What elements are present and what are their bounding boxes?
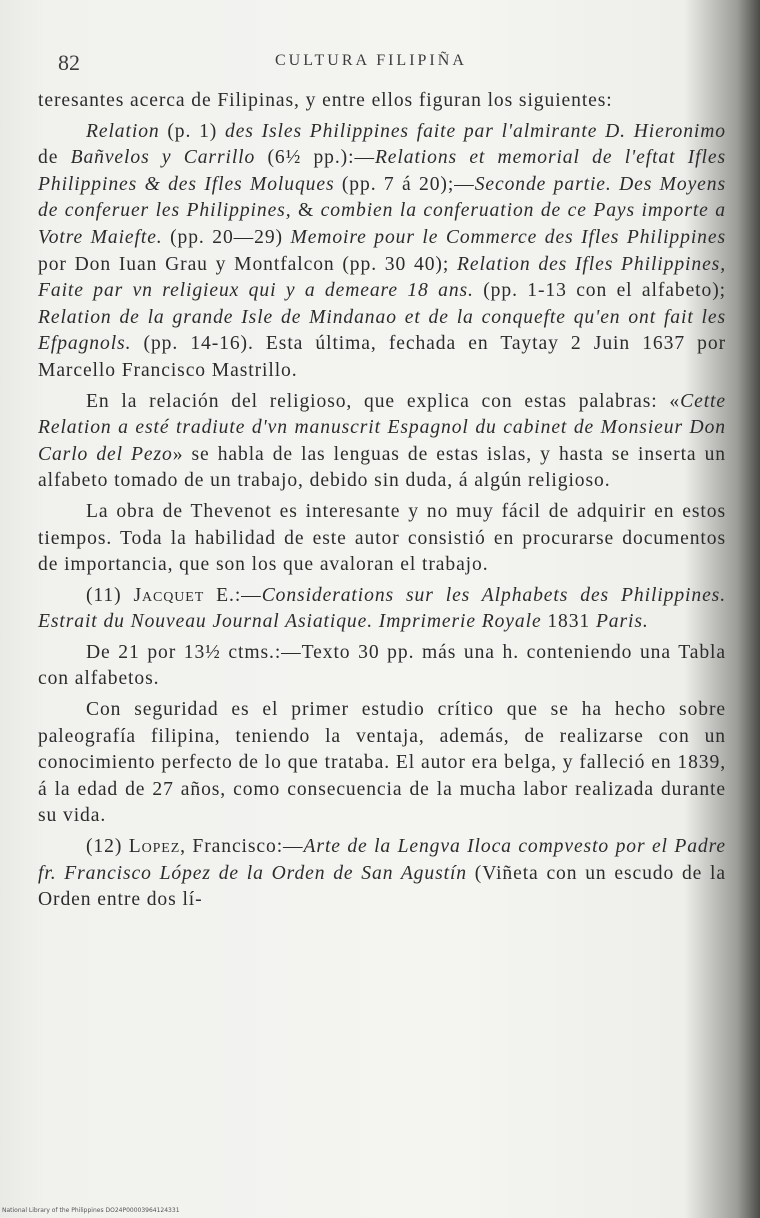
italic-text: Paris. — [595, 611, 649, 633]
text-run: , Francisco:— — [180, 836, 304, 858]
paragraph — [38, 88, 726, 115]
text-run: (12) — [86, 836, 129, 858]
paragraph — [38, 640, 726, 693]
text-run: teresantes acerca de Filipinas, y entre ellos figuran los siguientes: — [38, 90, 613, 111]
text-run: de — [38, 147, 71, 169]
text-run: (pp. 7 á 20);— — [334, 173, 475, 195]
text-run: (pp. 20—29) — [162, 226, 291, 248]
small-caps-text: Jacquet — [133, 584, 205, 606]
italic-text: Relation — [86, 120, 160, 142]
italic-text: Relation des Ifles Philippines, Faite par vn religieux qui y a demeare 18 ans. — [38, 253, 726, 302]
library-footer: National Library of the Philippines DO24P00003964124331 — [2, 1207, 180, 1214]
text-run: (6½ pp.):— — [255, 147, 375, 169]
italic-text: Memoire pour le Commerce des Ifles Philippines — [290, 226, 726, 248]
text-run: (pp. 14-16). Esta última, fechada en Taytay 2 Juin 1637 por Marcello Francisco Mastrillo. — [38, 333, 726, 381]
italic-text: combien la conferuation de ce Pays importe a Votre Maiefte. — [38, 200, 726, 248]
italic-text: des Isles Philippines faite par l'almirante D. Hieronimo — [225, 120, 726, 142]
text-run: (Viñeta con un escudo de la Orden entre dos lí- — [38, 862, 726, 911]
italic-text: Arte de la Lengva Iloca compvesto por el Padre fr. Francisco López de la Orden de San Agustín — [38, 836, 726, 884]
body-text — [38, 88, 726, 914]
text-run: E.:— — [204, 584, 262, 606]
italic-text: Seconde partie. Des Moyens de conferuer les Philippines, — [38, 173, 727, 222]
text-run: (11) — [86, 584, 134, 606]
paragraph — [38, 119, 726, 385]
paragraph — [38, 834, 726, 914]
text-run: (pp. 1-13 con el alfabeto); — [473, 280, 726, 302]
text-run: por Don Iuan Grau y Montfalcon (pp. 30 40); — [38, 253, 457, 275]
text-run: 1831 — [541, 611, 596, 633]
paragraph — [38, 499, 726, 579]
paragraph — [38, 389, 726, 495]
text-run: En la relación del religioso, que explica con estas palabras: « — [86, 390, 681, 412]
text-run: » se habla de las lenguas de estas islas, y hasta se inserta un alfabeto tomado de un trabajo, debido sin duda, á algún religioso. — [38, 443, 726, 492]
italic-text: Bañvelos y Carrillo — [70, 147, 256, 169]
italic-text: Cette Relation a esté tradiute d'vn manuscrit Espagnol du cabinet de Monsieur Don Carlo del Pezo — [38, 390, 726, 465]
small-caps-text: Lopez — [128, 836, 181, 858]
italic-text: Relations et memorial de l'eftat Ifles Philippines & des Ifles Moluques — [38, 147, 726, 195]
paragraph — [38, 697, 726, 830]
paragraph — [38, 583, 726, 636]
text-run: (p. 1) — [159, 120, 225, 142]
text-run: Con seguridad es el primer estudio crítico que se ha hecho sobre paleografía filipina, teniendo la ventaja, además, de realizarse con un conocimiento perfecto de lo que trataba. El autor era belga, y falleció en 1839, á la edad de 27 años, como consecuencia de la mucha labor realizada durante su vida. — [38, 699, 726, 827]
text-run: La obra de Thevenot es interesante y no muy fácil de adquirir en estos tiempos. Toda la habilidad de este autor consistió en procurarse documentos de importancia, que son los que avaloran el trabajo. — [38, 500, 726, 576]
italic-text: Considerations sur les Alphabets des Philippines. Estrait du Nouveau Journal Asiatique. Imprimerie Royale — [38, 584, 726, 633]
running-head: CULTURA FILIPIÑA — [275, 52, 467, 69]
page-header — [0, 44, 760, 74]
page-number: 82 — [58, 50, 80, 75]
text-run: De 21 por 13½ ctms.:—Texto 30 pp. más una h. conteniendo una Tabla con alfabetos. — [38, 641, 726, 690]
text-run: & — [291, 200, 321, 222]
italic-text: Relation de la grande Isle de Mindanao et de la conquefte qu'en ont fait les Efpagnols. — [38, 306, 726, 355]
